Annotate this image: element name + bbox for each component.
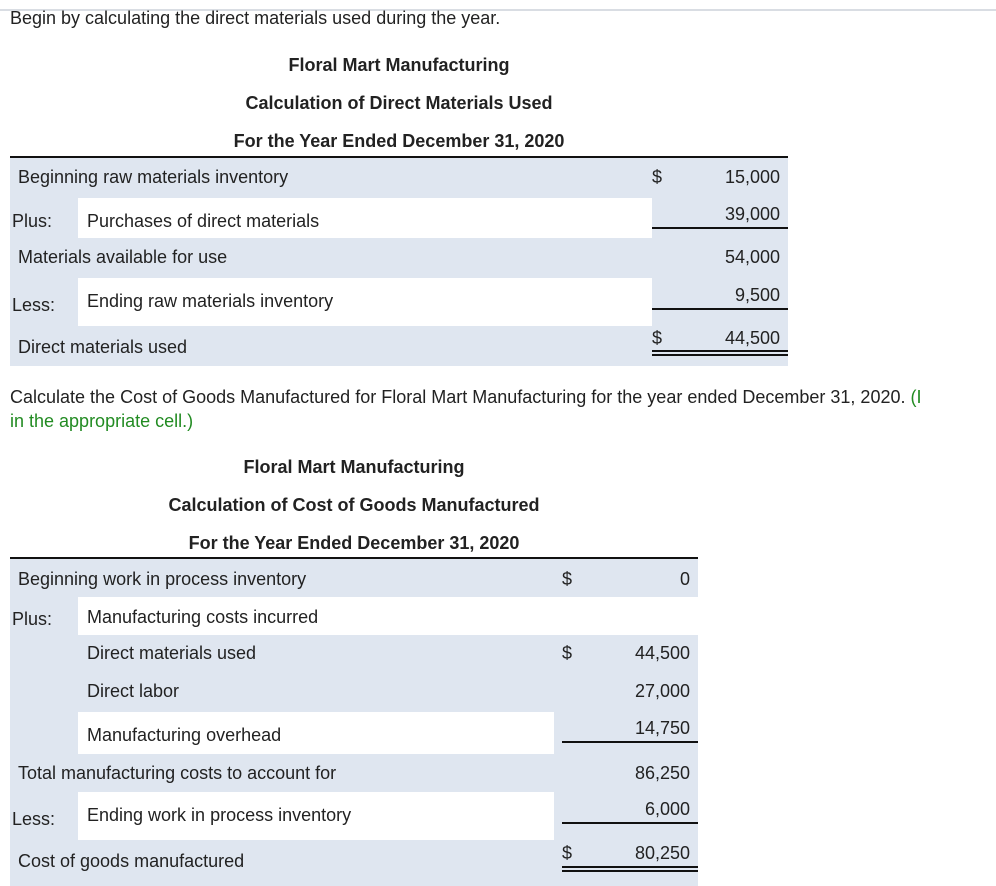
dm-purchases-value[interactable]: 39,000 xyxy=(724,204,780,224)
cogm-total-double-rule xyxy=(562,866,698,868)
cogm-result-dollar: $ xyxy=(562,843,573,863)
dm-purchases-label: Purchases of direct materials xyxy=(87,211,320,231)
dm-statement-title: Calculation of Direct Materials Used xyxy=(245,93,553,113)
dm-purchases-prefix: Plus: xyxy=(12,211,53,231)
instruction-step2-note-start: (I xyxy=(910,387,922,407)
cogm-dm-value[interactable]: 44,500 xyxy=(634,643,690,663)
cogm-statement-title: Calculation of Cost of Goods Manufactured xyxy=(168,495,540,515)
cogm-total-value[interactable]: 86,250 xyxy=(634,763,690,783)
cogm-beginning-label: Beginning work in process inventory xyxy=(18,569,307,589)
dm-period-title: For the Year Ended December 31, 2020 xyxy=(233,131,565,151)
cogm-labor-label: Direct labor xyxy=(87,681,180,701)
instruction-step2-note: in the appropriate cell.) xyxy=(10,411,194,431)
cogm-subtotal-rule xyxy=(562,822,698,824)
dm-company-title: Floral Mart Manufacturing xyxy=(288,55,510,75)
dm-ending-value[interactable]: 9,500 xyxy=(734,285,780,305)
dm-used-value[interactable]: 44,500 xyxy=(724,328,780,348)
instruction-step2-text: Calculate the Cost of Goods Manufactured for Floral Mart Manufacturing for the year ended December 31, 2020. xyxy=(10,387,906,407)
cogm-plus-prefix: Plus: xyxy=(12,609,53,629)
dm-used-label: Direct materials used xyxy=(18,337,188,357)
instruction-step1: Begin by calculating the direct materials used during the year. xyxy=(10,8,501,28)
dm-beginning-label: Beginning raw materials inventory xyxy=(18,167,289,187)
cogm-ending-label: Ending work in process inventory xyxy=(87,805,352,825)
cogm-costs-incurred-label: Manufacturing costs incurred xyxy=(87,607,319,627)
dm-available-label: Materials available for use xyxy=(18,247,228,267)
cogm-ending-value[interactable]: 6,000 xyxy=(644,799,690,819)
instruction-step2 xyxy=(10,387,922,408)
cogm-total-double-rule xyxy=(562,870,698,872)
cogm-total-label: Total manufacturing costs to account for xyxy=(18,763,337,783)
dm-total-double-rule xyxy=(652,354,788,356)
dm-beginning-dollar: $ xyxy=(652,167,663,187)
cogm-company-title: Floral Mart Manufacturing xyxy=(243,457,465,477)
cogm-beginning-dollar: $ xyxy=(562,569,573,589)
dm-subtotal-rule xyxy=(652,227,788,229)
cogm-result-value[interactable]: 80,250 xyxy=(634,843,690,863)
cogm-dm-label: Direct materials used xyxy=(87,643,257,663)
cogm-overhead-label: Manufacturing overhead xyxy=(87,725,282,745)
cogm-period-title: For the Year Ended December 31, 2020 xyxy=(188,533,520,553)
cogm-result-label: Cost of goods manufactured xyxy=(18,851,245,871)
cogm-dm-dollar: $ xyxy=(562,643,573,663)
dm-available-value[interactable]: 54,000 xyxy=(724,247,780,267)
cogm-less-prefix: Less: xyxy=(12,809,56,829)
cogm-overhead-value[interactable]: 14,750 xyxy=(634,718,690,738)
dm-total-double-rule xyxy=(652,350,788,352)
cogm-labor-value[interactable]: 27,000 xyxy=(634,681,690,701)
dm-used-dollar: $ xyxy=(652,328,663,348)
cogm-beginning-value[interactable]: 0 xyxy=(679,569,690,589)
dm-ending-label: Ending raw materials inventory xyxy=(87,291,334,311)
dm-beginning-value[interactable]: 15,000 xyxy=(724,167,780,187)
dm-subtotal-rule xyxy=(652,308,788,310)
dm-ending-prefix: Less: xyxy=(12,295,56,315)
cogm-subtotal-rule xyxy=(562,741,698,743)
cogm-prefix-band xyxy=(10,712,78,754)
